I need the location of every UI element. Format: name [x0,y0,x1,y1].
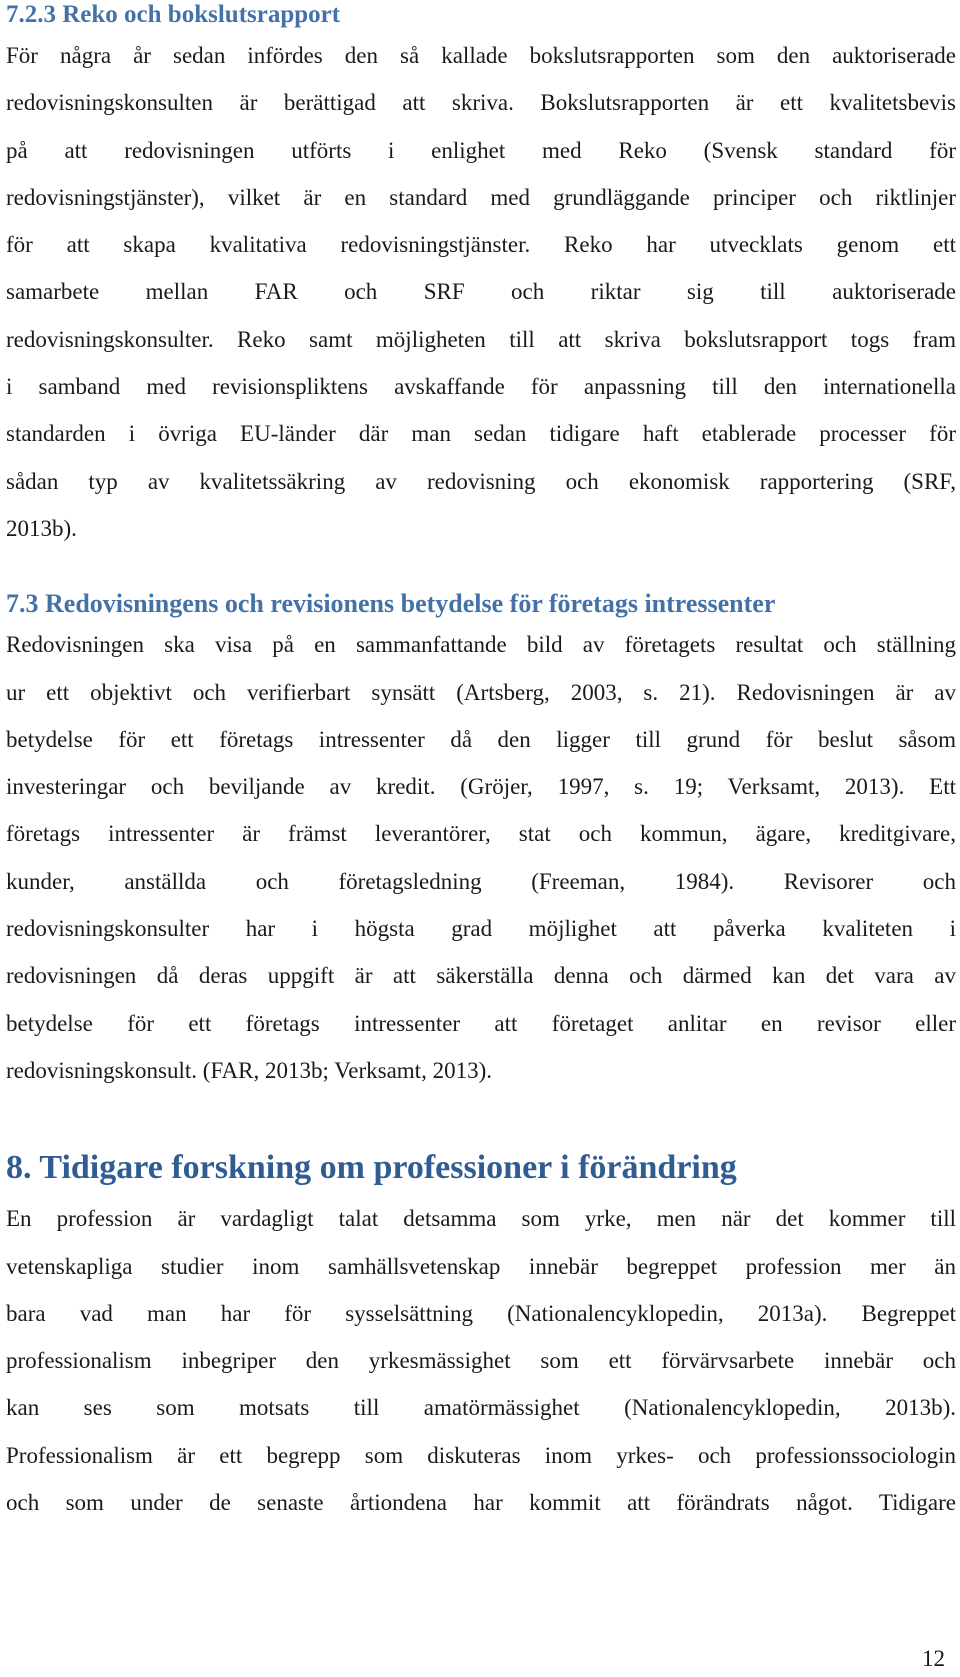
text-line: företags intressenter är främst leverantörer, stat och kommun, ägare, kreditgivare, [6,821,956,847]
text-line: Redovisningen ska visa på en sammanfattande bild av företagets resultat och ställning [6,632,956,658]
text-line: standarden i övriga EU-länder där man sedan tidigare haft etablerade processer för [6,421,956,447]
text-line: betydelse för ett företags intressenter att företaget anlitar en revisor eller [6,1010,956,1036]
chapter-heading-8: 8. Tidigare forskning om professioner i förändring [6,1149,737,1187]
text-line: bara vad man har för sysselsättning (Nationalencyklopedin, 2013a). Begreppet [6,1300,956,1326]
text-line: kan ses som motsats till amatörmässighet (Nationalencyklopedin, 2013b). [6,1395,956,1421]
text-line: redovisningskonsulter. Reko samt möjligheten till att skriva bokslutsrapport togs fram [6,326,956,352]
text-line: betydelse för ett företags intressenter då den ligger till grund för beslut såsom [6,726,956,752]
document-page [6,0,956,1526]
text-line: vetenskapliga studier inom samhällsvetenskap innebär begreppet profession mer än [6,1253,956,1279]
page-number: 12 [922,1646,945,1671]
paragraph-redovisningens-betydelse [6,621,956,1094]
paragraph-reko-bokslutsrapport [6,32,956,552]
text-line: Professionalism är ett begrepp som diskuteras inom yrkes- och professionssociologin [6,1442,956,1468]
text-line: redovisningskonsulten är berättigad att skriva. Bokslutsrapporten är ett kvalitetsbevis [6,90,956,116]
text-line: ur ett objektivt och verifierbart synsätt (Artsberg, 2003, s. 21). Redovisningen är av [6,679,956,705]
text-line: kunder, anställda och företagsledning (Freeman, 1984). Revisorer och [6,868,956,894]
text-line: på att redovisningen utförts i enlighet med Reko (Svensk standard för [6,137,956,163]
text-line: För några år sedan infördes den så kallade bokslutsrapporten som den auktoriserade [6,43,956,68]
text-line: och som under de senaste årtiondena har kommit att förändrats något. Tidigare [6,1490,956,1516]
text-line: professionalism inbegriper den yrkesmässighet som ett förvärvsarbete innebär och [6,1348,956,1374]
text-line: samarbete mellan FAR och SRF och riktar sig till auktoriserade [6,279,956,305]
text-line: 2013b). [6,515,77,541]
text-line: investeringar och beviljande av kredit. (Gröjer, 1997, s. 19; Verksamt, 2013). Ett [6,774,956,800]
paragraph-professioner [6,1195,956,1526]
text-line: sådan typ av kvalitetssäkring av redovisning och ekonomisk rapportering (SRF, [6,468,956,494]
text-line: i samband med revisionspliktens avskaffande för anpassning till den internationella [6,374,956,400]
text-line: redovisningskonsult. (FAR, 2013b; Verksamt, 2013). [6,1057,492,1083]
text-line: En profession är vardagligt talat detsamma som yrke, men när det kommer till [6,1206,956,1232]
text-line: redovisningen då deras uppgift är att säkerställa denna och därmed kan det vara av [6,963,956,989]
text-line: redovisningskonsulter har i högsta grad möjlighet att påverka kvaliteten i [6,916,956,942]
section-heading-7-2-3: 7.2.3 Reko och bokslutsrapport [6,1,341,28]
section-heading-7-3: 7.3 Redovisningens och revisionens betydelse för företags intressenter [6,589,776,619]
text-line: redovisningstjänster), vilket är en standard med grundläggande principer och riktlinjer [6,184,956,210]
text-line: för att skapa kvalitativa redovisningstjänster. Reko har utvecklats genom ett [6,232,956,258]
